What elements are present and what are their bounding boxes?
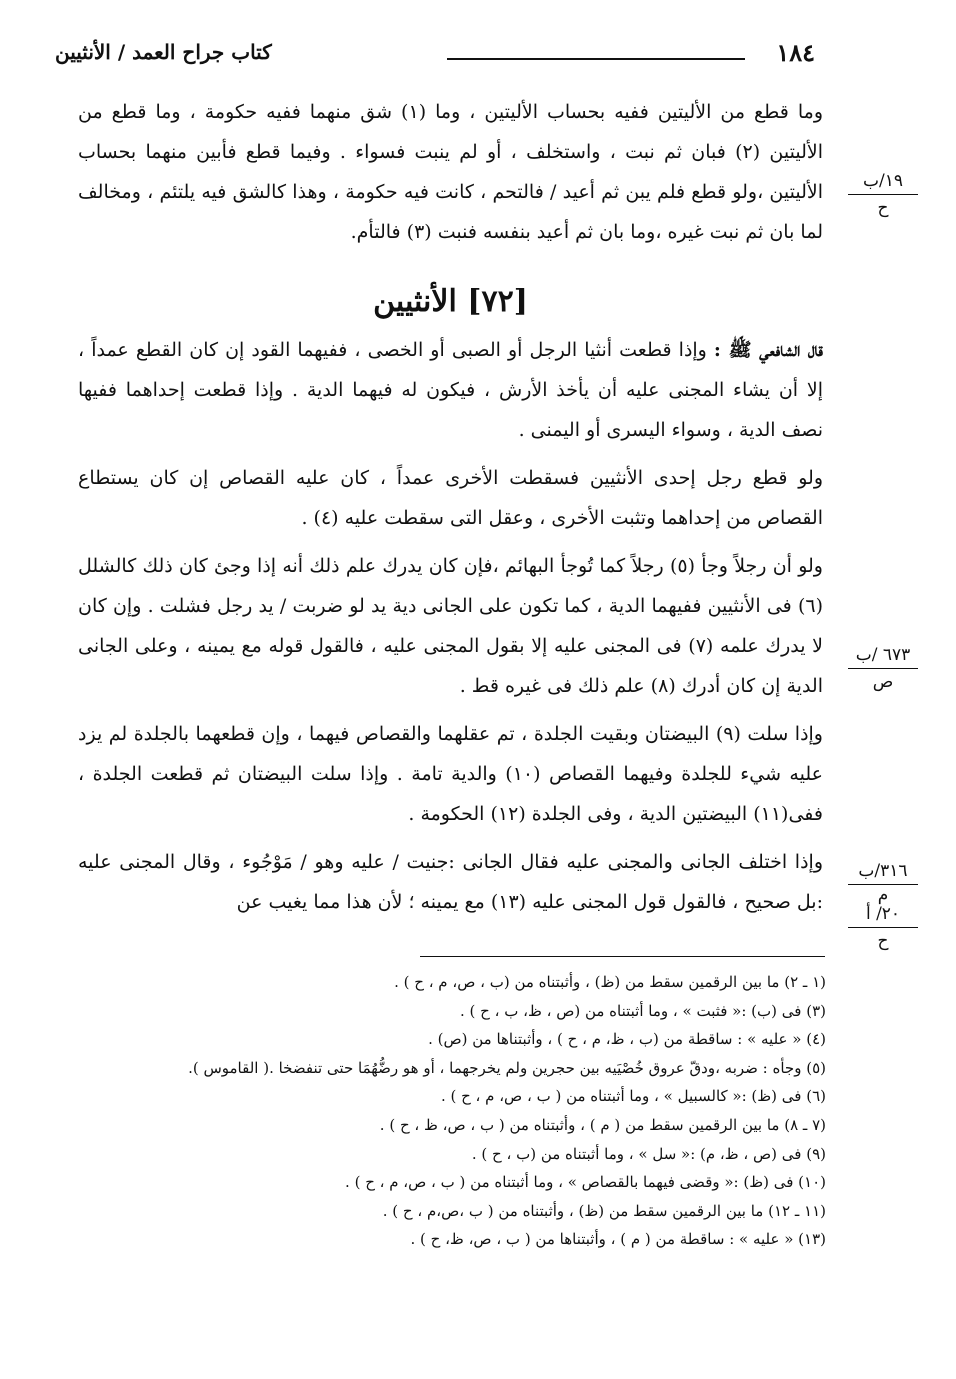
intro-paragraph: وما قطع من الأليتين ففيه بحساب الأليتين ، وما (١) شق منهما ففيه حكومة ، وما قطع من الأليتين (٢) فبان ثم نبت ، واستخلف ، أو لم ينبت فسواء . وفيما قطع فأبين منهما بحساب الأليتين ،ولو قطع فلم يبن ثم أعيد / فالتحم ، كانت فيه حكومة ، وهذا كالشق فيه يلتئم ، ومخالف لما بان ثم نبت غيره ،وما بان ثم أعيد بنفسه فنبت (٣) فالتأم.	[78, 101, 823, 243]
margin-note-1: ١٩/ب ح	[848, 170, 918, 219]
running-title: كتاب جراح العمد / الأنثيين	[55, 40, 272, 64]
page-number: ١٨٤	[776, 38, 815, 67]
footnote: (٥) وجأه : ضربه ،ودقّ عروق خُصْيَيه بين حجرين ولم يخرجهما ، أو هو رضُّهُمَا حتى تنفضخا .( القاموس ).	[188, 1058, 826, 1077]
paragraph-2	[78, 458, 823, 538]
paragraph-lead: قال الشافعي ﷺ :	[713, 339, 823, 361]
footnote: (١٣) « عليه » : ساقطة من ( م ) ، وأثبتناها من ( ب ، ص، ظ، ح ) .	[410, 1230, 826, 1249]
paragraph-1	[78, 330, 823, 450]
paragraph-text: وإذا قطعت أنثيا الرجل أو الصبى أو الخصى ، ففيهما القود إن كان القطع عمداً ، إلا أن يشاء المجنى عليه أن يأخذ الأرش ، فيكون له فيهما الدية . وإذا قطعت إحداهما ففيها نصف الدية ، وسواء اليسرى أو اليمنى .	[78, 339, 823, 441]
footnote: (٦) فى (ظ) :« كالسبيل » ، وما أثبتناه من ( ب ، ص، م ، ح ) .	[440, 1087, 826, 1106]
paragraph-4	[78, 714, 823, 834]
footnote: (١١ ـ ١٢) ما بين الرقمين سقط من (ظ) ، وأثبتناه من ( ب ،ص،م ، ح ) .	[382, 1201, 826, 1220]
paragraph-text: ولو أن رجلاً وجأ (٥) رجلاً كما تُوجأ البهائم ،فإن كان يدرك علم ذلك أنه إذا وجئ كان ذلك كالشلل (٦) فى الأنثيين ففيهما الدية ، كما تكون على الجانى دية يد لو ضربت / يد رجل فشلت . وإن كان لا يدرك علمه (٧) فى المجنى عليه إلا بقول المجنى عليه ، فالقول قوله مع يمينه ، وعلى الجانى الدية إن كان أدرك (٨) علم ذلك فى غيره قط .	[78, 555, 823, 697]
footnote: (٩) فى (ص ، ظ، م) :« سل » ، وما أثبتناه من (ب ، ح ) .	[471, 1144, 826, 1163]
section-heading: [٧٢] الأنثيين	[373, 284, 528, 319]
paragraph-5	[78, 842, 823, 922]
footnote: (١ ـ ٢) ما بين الرقمين سقط من (ظ) ، وأثبتناه من (ب ، ص، م ، ح ) .	[394, 973, 826, 991]
margin-note-3: ٣١٦/ب م ٢٠/ أ ح	[848, 860, 918, 952]
header-rule	[447, 58, 745, 60]
footnote: (١٠) فى (ظ) :« وقضى فيهما بالقصاص » ، وما أثبتناه من ( ب ، ص، م ، ح ) .	[345, 1173, 826, 1192]
page-header	[55, 36, 815, 76]
footnote: (٤) « عليه » : ساقطة من (ب ، ظ، م ، ح ) ، وأثبتناها من (ص) .	[428, 1030, 826, 1049]
footnotes	[120, 968, 826, 1254]
paragraph-text: ولو قطع رجل إحدى الأنثيين فسقطت الأخرى عمداً ، كان عليه القصاص إن كان يستطاع القصاص من إحداهما وتثبت الأخرى ، وعقل التى سقطت عليه (٤) .	[78, 467, 823, 529]
paragraph-3	[78, 546, 823, 706]
footnote: (٣) فى (ب) :« فثبت » ، وما أثبتناه من (ص ، ظ، ب ، ح ) .	[460, 1001, 826, 1020]
margin-note-2: ٦٧٣ /ب ص	[848, 644, 918, 693]
paragraph-text: وإذا سلت (٩) البيضتان وبقيت الجلدة ، تم عقلهما والقصاص فيهما ، وإن قطعهما بالجلدة لم يزد عليه شيء للجلدة وفيهما القصاص (١٠) والدية تامة . وإذا سلت البيضتان ثم قطعت الجلدة ، ففى(١١) البيضتين الدية ، وفى الجلدة (١٢) الحكومة .	[78, 723, 823, 825]
footnote-separator	[420, 956, 825, 957]
main-text	[78, 92, 823, 922]
footnote: (٧ ـ ٨) ما بين الرقمين سقط من ( م ) ، وأثبتناه من ( ب ، ص، ظ ، ح ) .	[379, 1115, 826, 1134]
paragraph-text: وإذا اختلف الجانى والمجنى عليه فقال الجانى :جنيت / عليه وهو / مَوْجُوء ، وقال المجنى عليه :بل صحيح ، فالقول قول المجنى عليه (١٣) مع يمينه ؛ لأن هذا مما يغيب عن	[78, 851, 823, 913]
